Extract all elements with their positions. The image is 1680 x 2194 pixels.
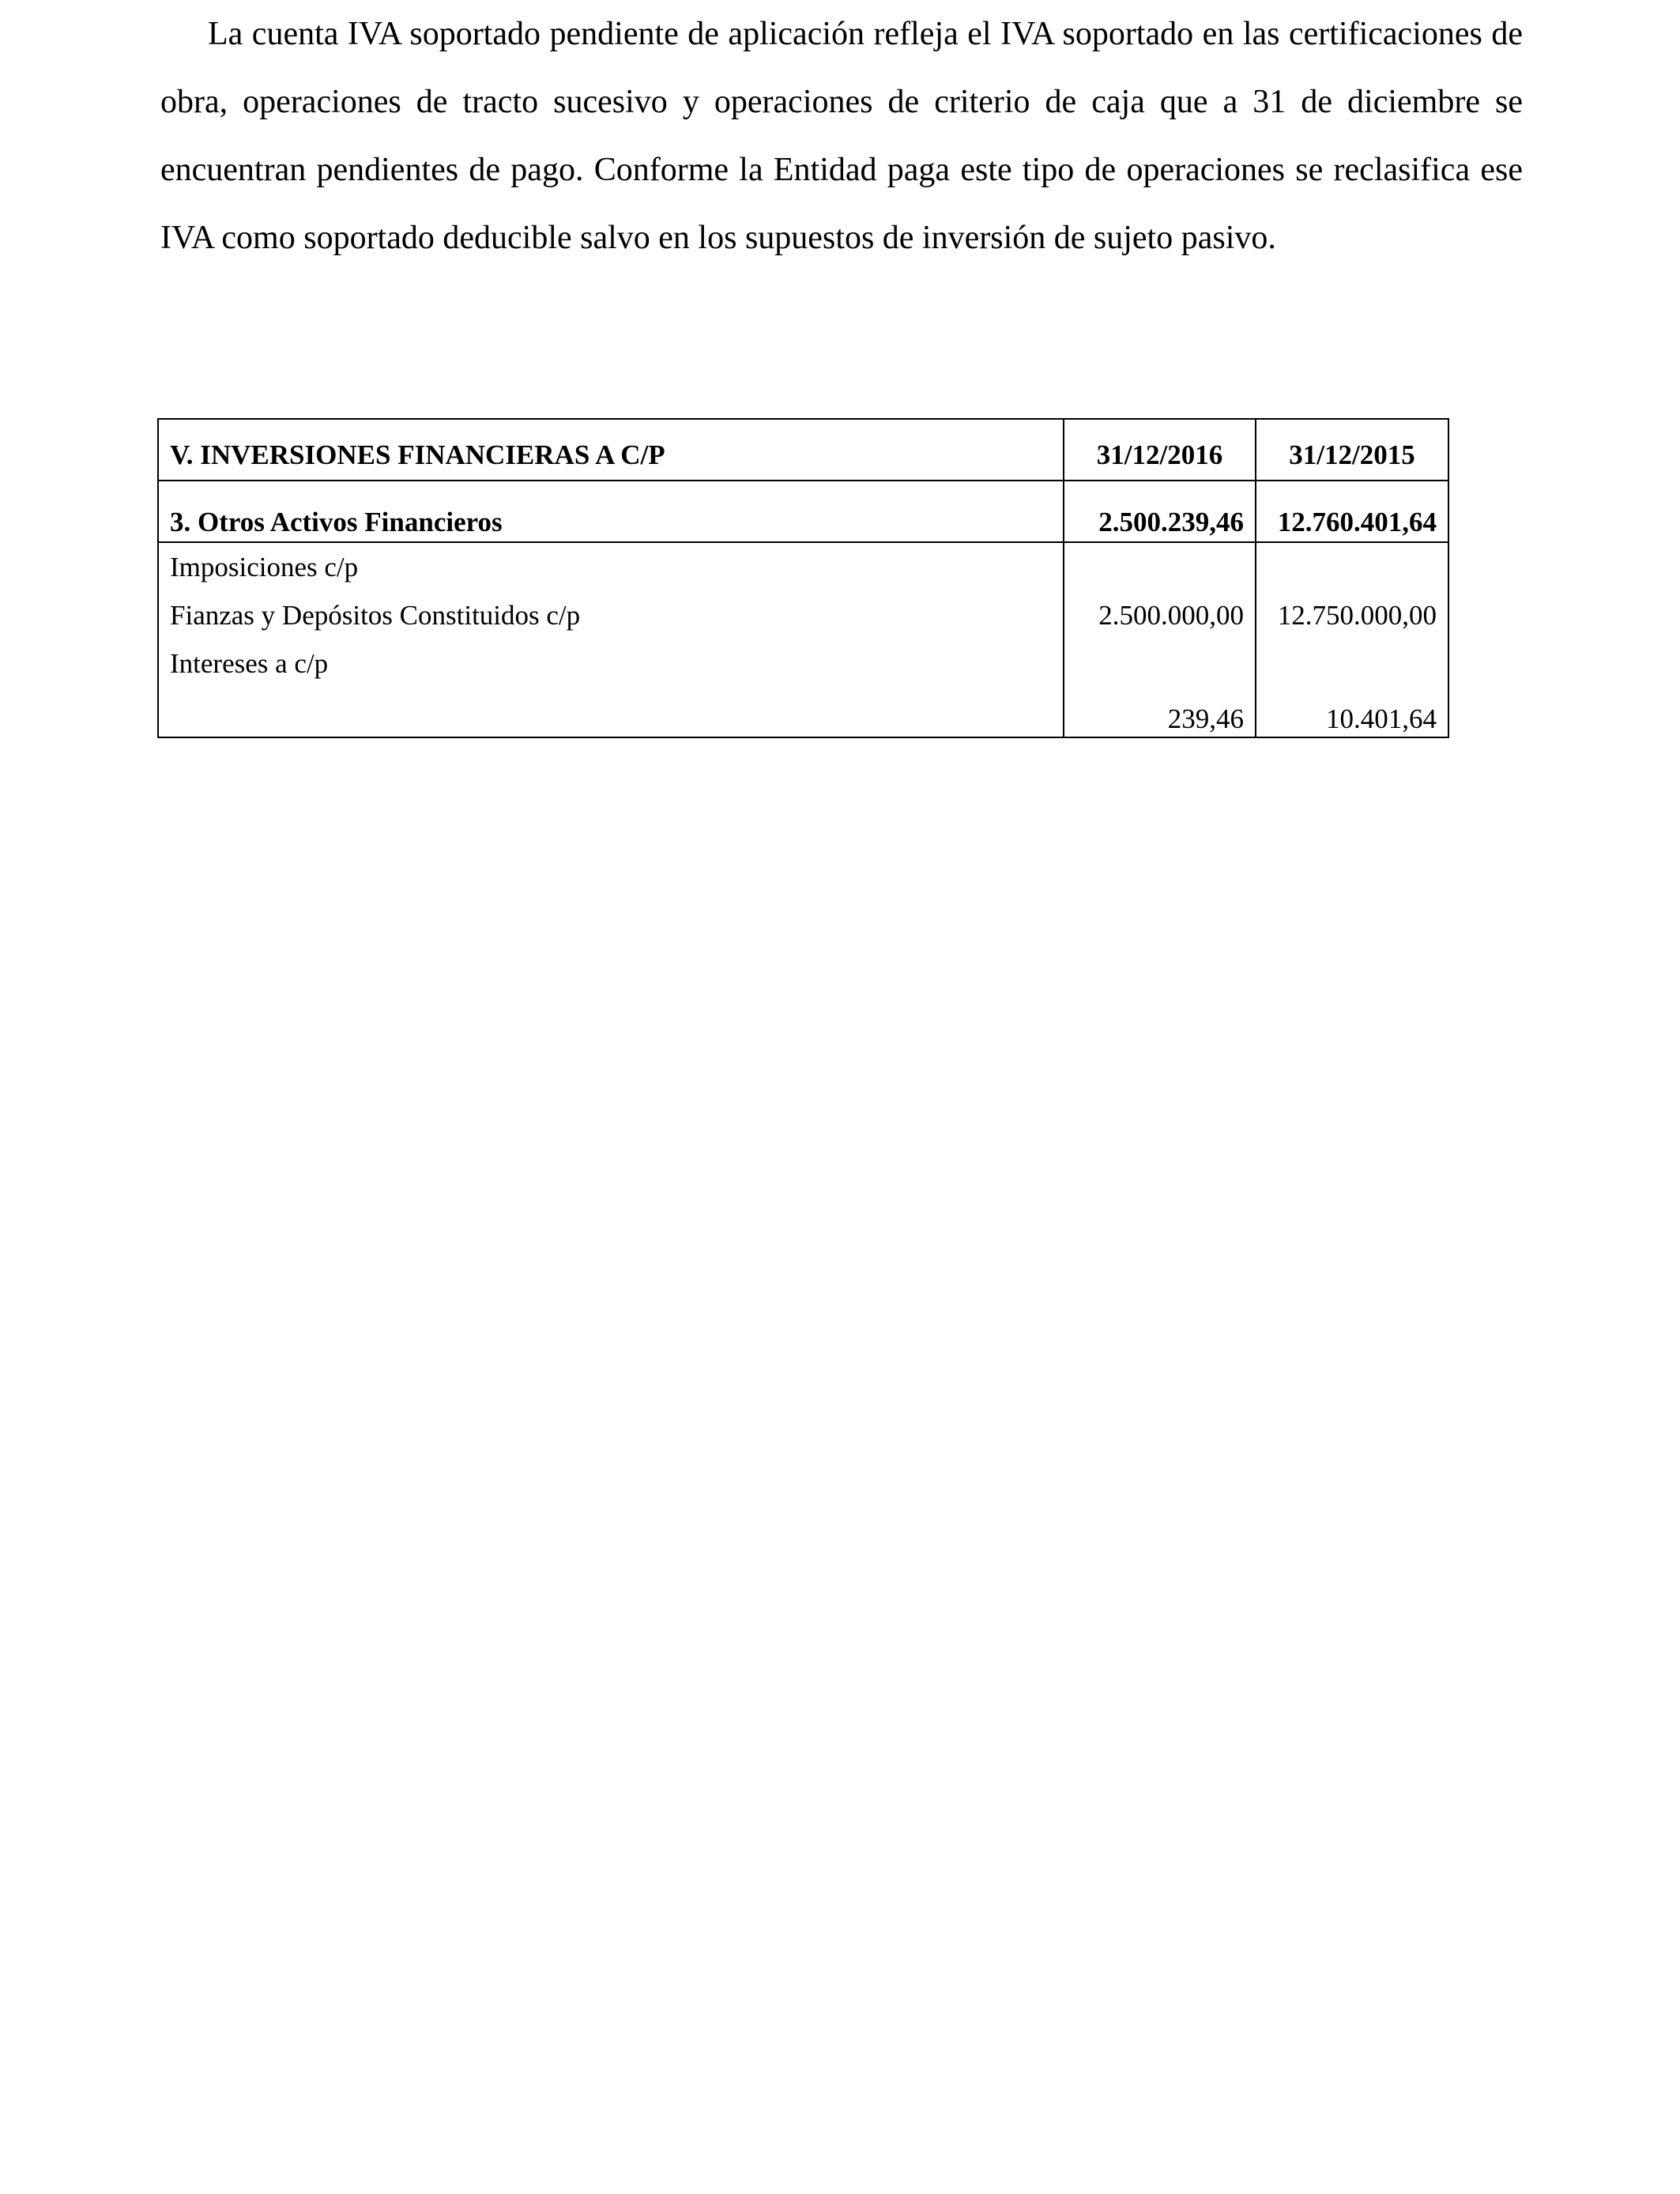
table-header-row: [158, 419, 1448, 481]
row-value-2015: [1256, 542, 1448, 591]
total-label: 3. Otros Activos Financieros: [158, 481, 1064, 542]
row-label: Imposiciones c/p: [158, 542, 1064, 591]
table-row: [158, 639, 1448, 688]
total-value-2015: 12.760.401,64: [1256, 481, 1448, 542]
row-value-2016: [1064, 639, 1256, 688]
row-label: [158, 688, 1064, 737]
row-label: Fianzas y Depósitos Constituidos c/p: [158, 591, 1064, 639]
row-value-2015: [1256, 639, 1448, 688]
total-row: [158, 481, 1448, 542]
row-value-2016: [1064, 542, 1256, 591]
table-row: [158, 688, 1448, 737]
row-value-2016: 239,46: [1064, 688, 1256, 737]
row-value-2015: 10.401,64: [1256, 688, 1448, 737]
total-value-2016: 2.500.239,46: [1064, 481, 1256, 542]
column-header-2015: 31/12/2015: [1256, 419, 1448, 481]
table-row: [158, 591, 1448, 639]
column-header-2016: 31/12/2016: [1064, 419, 1256, 481]
body-paragraph: La cuenta IVA soportado pendiente de aplicación refleja el IVA soportado en las certificaciones de obra, operaciones de tracto sucesivo y operaciones de criterio de caja que a 31 de diciembre se encuentran pendientes de pago. Conforme la Entidad paga este tipo de operaciones se reclasifica ese IVA como soportado deducible salvo en los supuestos de inversión de sujeto pasivo.: [160, 16, 1523, 256]
row-label: Intereses a c/p: [158, 639, 1064, 688]
row-value-2016: 2.500.000,00: [1064, 591, 1256, 639]
table-row: [158, 542, 1448, 591]
row-value-2015: 12.750.000,00: [1256, 591, 1448, 639]
financial-investments-table: [157, 418, 1449, 738]
table-title: V. INVERSIONES FINANCIERAS A C/P: [158, 419, 1064, 481]
